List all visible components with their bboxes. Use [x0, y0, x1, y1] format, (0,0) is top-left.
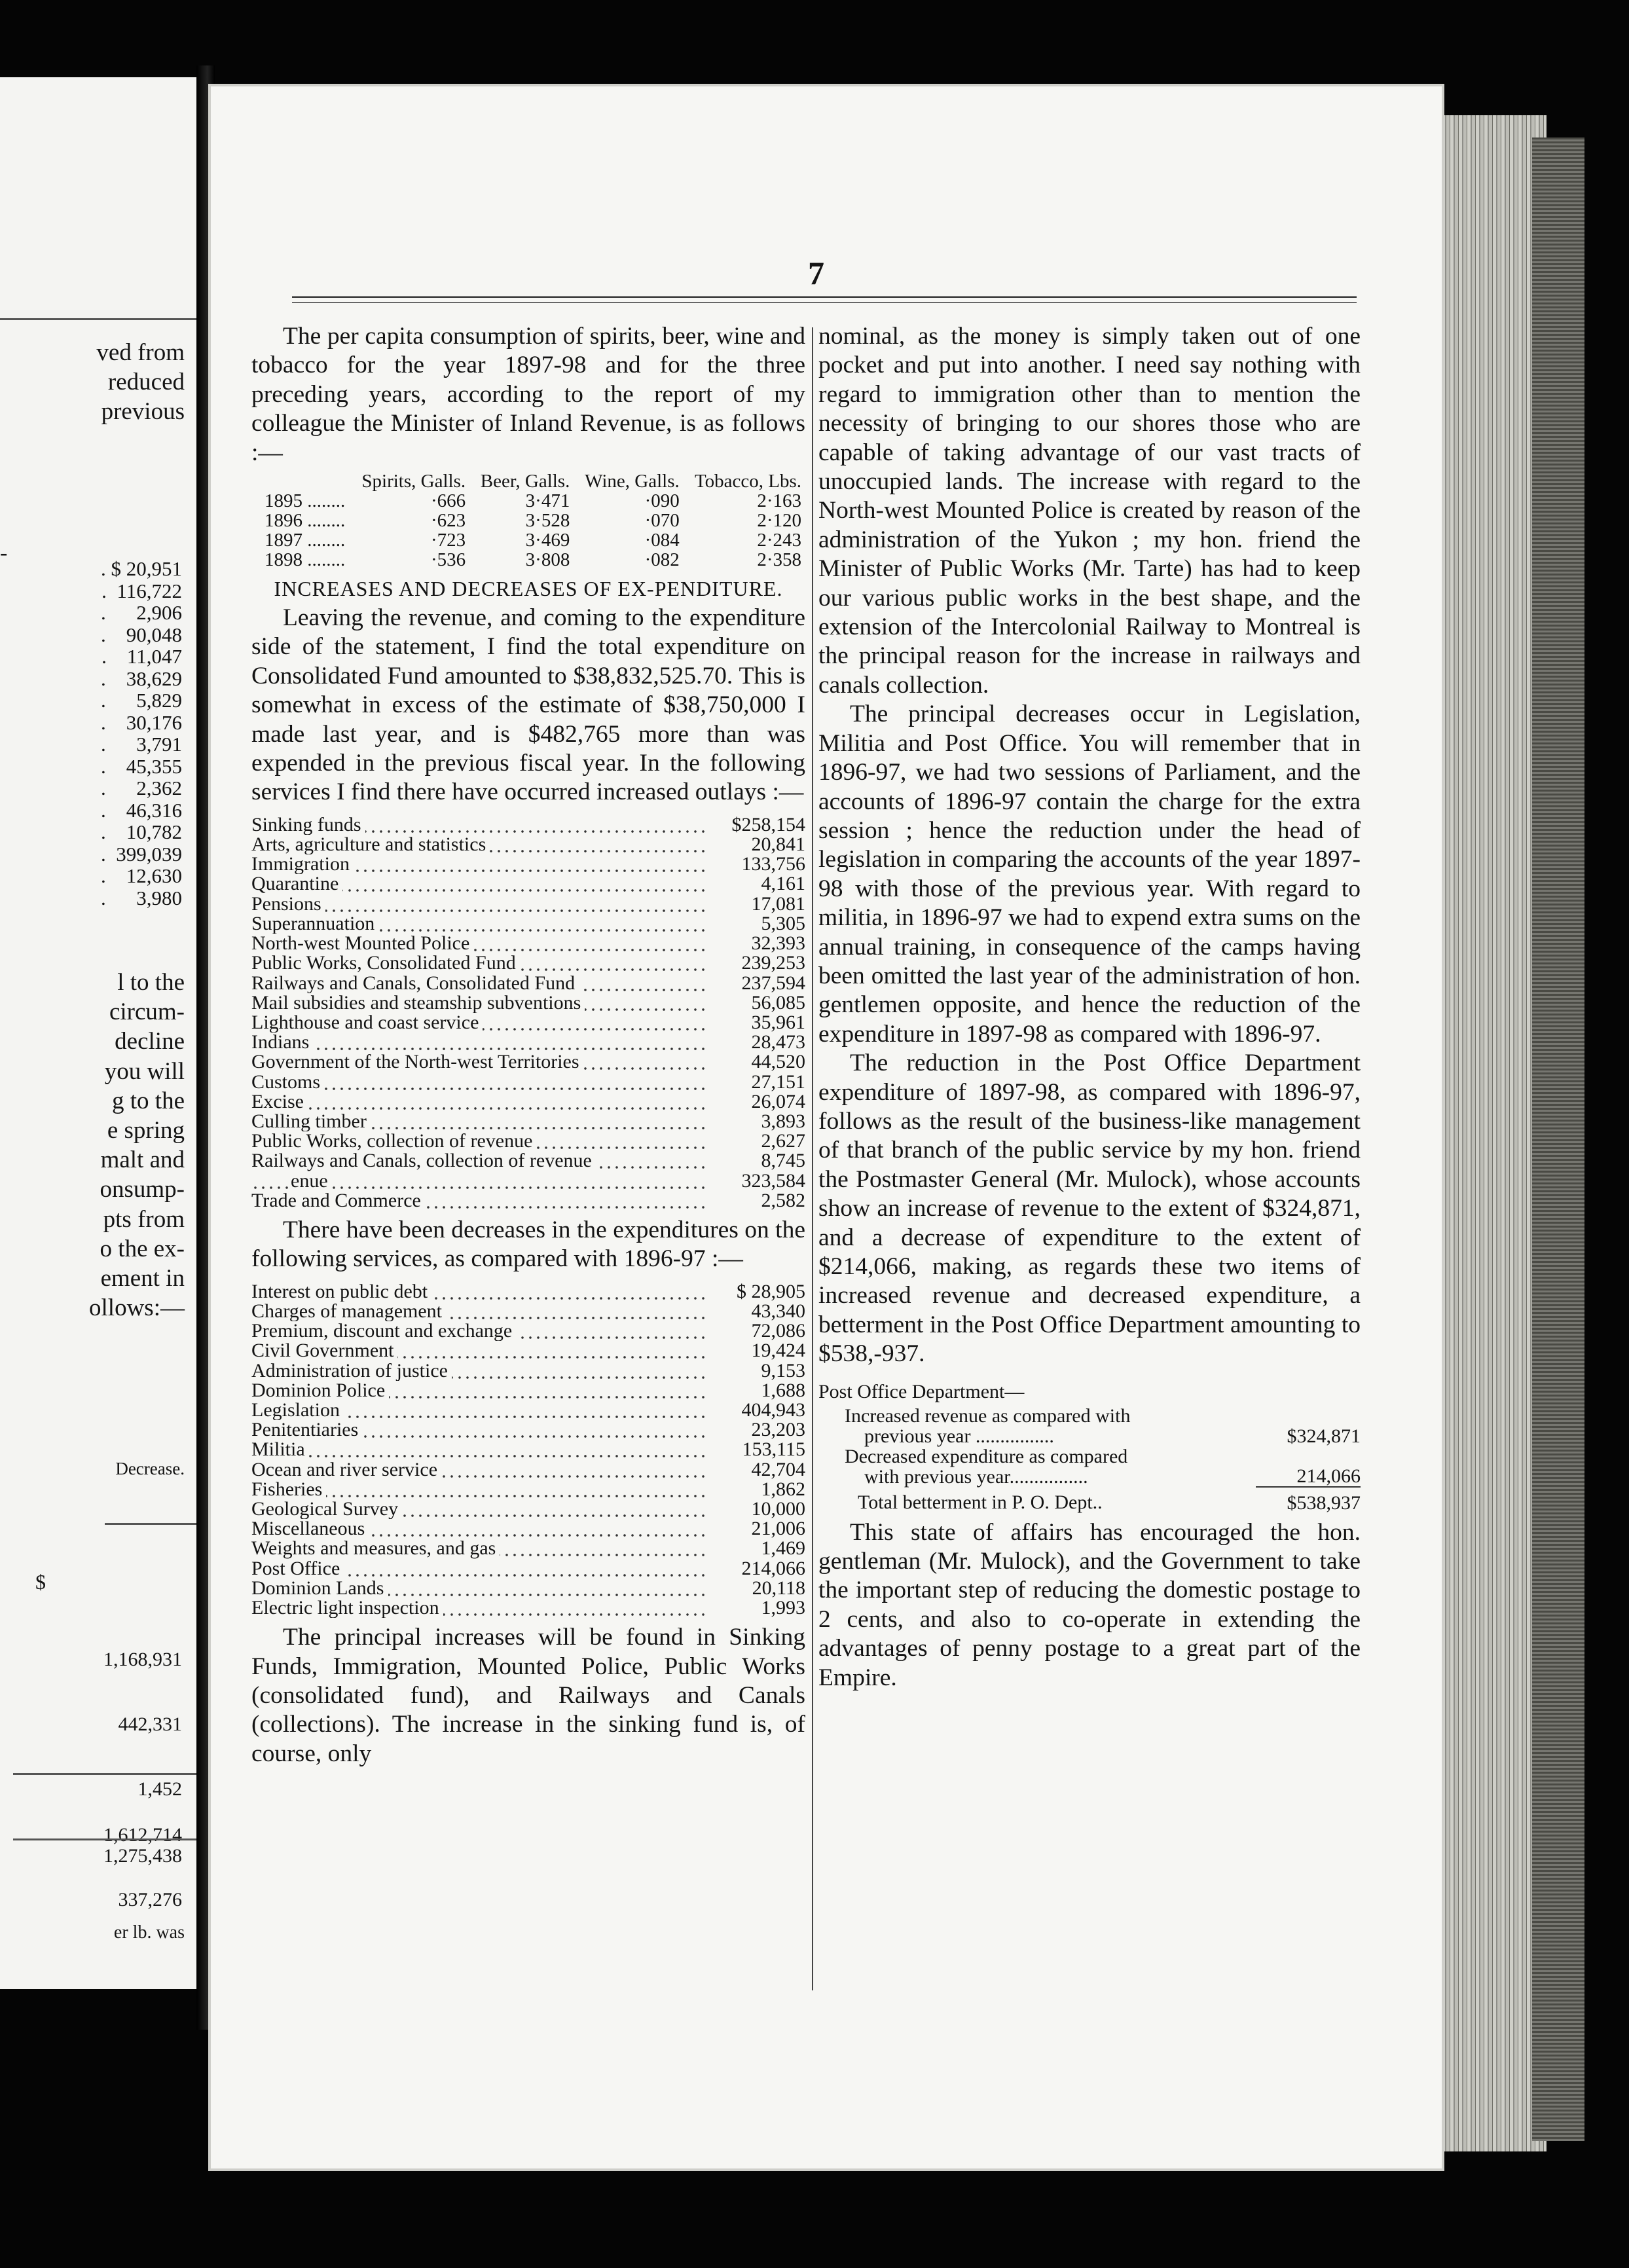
ledger-amount: 2,582 — [761, 1189, 805, 1211]
ledger-amount: 1,688 — [761, 1379, 805, 1401]
ledger-amount: 323,584 — [741, 1169, 805, 1192]
table-row — [251, 1321, 805, 1341]
table-cell: 2·358 — [757, 549, 801, 571]
ledger-amount: 32,393 — [751, 932, 805, 955]
consumption-intro-paragraph: The per capita consumption of spirits, beer, wine and tobacco for the year 1897-98 and for the three preceding years, according to the report of my colleague the Minister of Inland Revenue, is as follows :— — [251, 323, 805, 466]
facing-page-line: malt and — [100, 1146, 185, 1174]
table-row — [251, 1013, 805, 1033]
facing-page-line: ollows:— — [89, 1294, 185, 1322]
ledger-amount: 153,115 — [742, 1438, 805, 1461]
ledger-amount: 237,594 — [741, 972, 805, 994]
facing-page-figure: . 46,316 — [101, 798, 182, 822]
table-cell: ·723 — [430, 530, 466, 551]
facing-page-line: onsump- — [100, 1176, 185, 1203]
ledger-label: enue — [291, 1171, 332, 1191]
table-cell: ·084 — [644, 530, 680, 551]
table-row — [251, 1072, 805, 1092]
table-cell: ·082 — [644, 549, 680, 571]
ledger-amount: 404,943 — [741, 1399, 805, 1421]
ledger-label: Dominion Lands — [251, 1579, 388, 1598]
ledger-label: Indians — [251, 1033, 313, 1052]
ledger-amount: 35,961 — [751, 1011, 805, 1033]
table-cell: 3·471 — [525, 490, 570, 512]
table-cell: 2·243 — [757, 530, 801, 551]
facing-page-line: ement in — [100, 1265, 185, 1292]
ledger-label: Trade and Commerce — [251, 1191, 425, 1211]
decreases-intro-paragraph: There have been decreases in the expenditures on the following services, as compared with 1896-97 :— — [251, 1216, 805, 1273]
facing-page-figure: . 116,722 — [101, 579, 182, 602]
ledger-label: Ocean and river service — [251, 1460, 441, 1480]
ledger-label: Pensions — [251, 894, 325, 914]
ledger-label: Quarantine — [251, 874, 342, 894]
ledger-label: Interest on public debt — [251, 1282, 431, 1302]
table-row — [251, 1499, 805, 1519]
ledger-amount: 19,424 — [751, 1340, 805, 1362]
facing-page-figure: . 30,176 — [101, 710, 182, 734]
facing-page-figure: . 2,362 — [101, 777, 182, 799]
table-row — [251, 1282, 805, 1302]
table-row — [251, 1052, 805, 1072]
facing-page-rule-4 — [13, 1838, 196, 1840]
left-column — [251, 322, 805, 1768]
expenditure-paragraph: Leaving the revenue, and coming to the expenditure side of the statement, I find the total expenditure on Consolidated Fund amounted to $38,832,525.70. This is somewhat in excess of the estimate of $38,750,000 I made last year, and is $482,765 more than was expended in the previous fiscal year. In the following services I find there have occurred increased outlays :— — [251, 604, 805, 806]
ledger-label: Fisheries — [251, 1480, 326, 1499]
ledger-label: Lighthouse and coast service — [251, 1013, 483, 1033]
facing-page-line: g to the — [112, 1087, 185, 1114]
table-row — [265, 550, 801, 570]
facing-page-figures — [101, 558, 182, 909]
facing-page-rule-3 — [13, 1773, 196, 1775]
ledger-amount: 21,006 — [751, 1518, 805, 1540]
facing-page-figure: . $ 20,951 — [101, 557, 182, 580]
post-office-heading: Post Office Department— — [818, 1380, 1025, 1402]
ledger-label: Electric light inspection — [251, 1598, 443, 1618]
ledger-label: Government of the North-west Territories — [251, 1052, 583, 1072]
ledger-amount: 44,520 — [751, 1051, 805, 1073]
facing-page-figure: . 45,355 — [101, 754, 182, 778]
table-row — [251, 1480, 805, 1499]
post-office-table — [818, 1406, 1361, 1513]
facing-page-line: circum- — [109, 998, 185, 1026]
table-row — [251, 934, 805, 953]
table-row — [265, 491, 801, 511]
table-cell: ·666 — [430, 490, 466, 512]
table-row — [251, 1092, 805, 1112]
facing-page-line: decline — [115, 1028, 185, 1055]
ledger-amount: 2,627 — [761, 1130, 805, 1152]
ledger-amount: 43,340 — [751, 1300, 805, 1322]
decreases-table — [251, 1282, 805, 1618]
table-row — [251, 1559, 805, 1579]
principal-decreases-paragraph: The principal decreases occur in Legislation, Militia and Post Office. You will remember that in 1896-97, we had two sessions of Parliament, and the accounts of 1896-97 contain the charge for the extra session ; hence the reduction under the head of legislation in comparing the accounts of the year 1897-98 with those of the previous year. With regard to militia, in 1896-97 we had to expend extra sums on the annual training, in consequence of the camps having been omitted the last year of the administration of hon. gentlemen opposite, and hence the reduction of the expenditure in 1897-98 as compared with 1896-97. — [818, 701, 1361, 1048]
table-row — [251, 1519, 805, 1539]
facing-page-figure-c: 1,275,438 — [103, 1845, 182, 1867]
principal-increases-paragraph: The principal increases will be found in Sinking Funds, Immigration, Mounted Police, Public Works (consolidated fund), and Railways and Canals (collections). The increase in the sinking fund is, of course, only — [251, 1624, 805, 1767]
ledger-label: Legislation — [251, 1400, 344, 1420]
ledger-label: Mail subsidies and steamship subventions — [251, 993, 585, 1013]
facing-page-figure: . 11,047 — [101, 645, 182, 668]
column-divider — [812, 327, 813, 1990]
ledger-amount: 9,153 — [761, 1359, 805, 1381]
facing-page-figure: . 5,829 — [101, 689, 182, 712]
ledger-amount: 1,862 — [761, 1478, 805, 1500]
table-row — [251, 1033, 805, 1052]
ledger-amount: 26,074 — [751, 1090, 805, 1112]
ledger-amount: 23,203 — [751, 1419, 805, 1441]
ledger-amount: 72,086 — [751, 1320, 805, 1342]
ledger-amount: 27,151 — [751, 1070, 805, 1093]
increases-table — [251, 815, 805, 1211]
table-row — [251, 1420, 805, 1440]
ledger-amount: 20,841 — [751, 833, 805, 856]
ledger-amount: 8,745 — [761, 1150, 805, 1172]
table-row — [251, 1191, 805, 1211]
table-row: Increased revenue as compared with previous year ................ $324,871 — [845, 1404, 1361, 1447]
table-row — [251, 1361, 805, 1381]
table-cell: ·090 — [644, 490, 680, 512]
facing-page-line: o the ex- — [100, 1235, 185, 1262]
facing-page-figure: . 10,782 — [101, 820, 182, 843]
table-row — [251, 1539, 805, 1558]
table-row — [251, 1460, 805, 1480]
year-cell: 1898 ........ — [265, 549, 346, 571]
ledger-label: Dominion Police — [251, 1381, 389, 1400]
table-cell: ·070 — [644, 510, 680, 532]
nominal-paragraph: nominal, as the money is simply taken out of one pocket and put into another. I need say nothing with regard to immigration other than to mention the necessity of bringing to our shores those who are capable of taking advantage of our vast tracts of unoccupied lands. The increase with regard to the North-west Mounted Police is created by reason of the administration of the Yukon ; my hon. friend the Minister of Public Works (Mr. Tarte) has had to keep our various public works in the best shape, and the extension of the Intercolonial Railway to Montreal is the principal reason for the increase in railways and canals collection. — [818, 323, 1361, 699]
ledger-label: Premium, discount and exchange — [251, 1321, 516, 1341]
facing-page-dash: - — [0, 541, 8, 565]
facing-page-figure: . 3,791 — [101, 733, 182, 756]
facing-page-top-text: ved from reduced previous — [96, 339, 185, 425]
table-row — [265, 511, 801, 530]
table-cell: 2·163 — [757, 490, 801, 512]
table-row — [251, 1440, 805, 1459]
facing-page-line: you will — [104, 1057, 185, 1085]
page-edges — [1442, 115, 1547, 2151]
facing-page-dollar: $ — [35, 1570, 46, 1594]
post-office-total-row: Total betterment in P. O. Dept.. $538,937 — [818, 1487, 1361, 1513]
table-row: Decreased expenditure as compared with previous year................ 214,066 — [845, 1445, 1361, 1488]
ledger-label: Administration of justice — [251, 1361, 452, 1381]
facing-page-rule — [0, 318, 196, 320]
ledger-label: Immigration — [251, 854, 354, 874]
header-rule — [292, 296, 1357, 303]
table-row — [251, 874, 805, 894]
ledger-label: Superannuation — [251, 914, 378, 934]
facing-page-figure: . 3,980 — [101, 886, 182, 909]
table-row — [251, 1579, 805, 1598]
facing-page-figures-b: 1,612,714 337,276 — [103, 1824, 182, 1911]
ledger-label: Sinking funds — [251, 815, 365, 835]
ledger-label: Militia — [251, 1440, 309, 1459]
ledger-label: Weights and measures, and gas — [251, 1539, 500, 1558]
ledger-amount: 20,118 — [752, 1577, 805, 1599]
facing-page-figure: . 399,039 — [101, 842, 182, 866]
facing-page-line: e spring — [107, 1117, 185, 1144]
facing-page-mid-text — [89, 968, 185, 1323]
year-cell: 1897 ........ — [265, 530, 346, 551]
table-row — [251, 894, 805, 914]
table-row — [251, 815, 805, 835]
ledger-label: North-west Mounted Police — [251, 934, 473, 953]
ledger-amount: 3,893 — [761, 1110, 805, 1132]
facing-page-bottom-text: er lb. was — [113, 1922, 185, 1943]
table-row — [251, 1131, 805, 1151]
ledger-label: Civil Government — [251, 1341, 397, 1361]
table-row — [251, 1112, 805, 1131]
ledger-label: Geological Survey — [251, 1499, 402, 1519]
ledger-label: Miscellaneous — [251, 1519, 369, 1539]
ledger-amount: 56,085 — [751, 991, 805, 1014]
ledger-amount: $258,154 — [731, 813, 805, 835]
ledger-amount: 28,473 — [751, 1031, 805, 1053]
ledger-label: Railways and Canals, collection of revenue — [251, 1151, 596, 1171]
table-cell: 3·528 — [525, 510, 570, 532]
ledger-label: Post Office — [251, 1559, 344, 1579]
ledger-amount: 17,081 — [751, 892, 805, 915]
facing-page-rule-2 — [105, 1523, 196, 1525]
ledger-label: Public Works, collection of revenue — [251, 1131, 536, 1151]
facing-page-line: l to the — [117, 969, 185, 996]
table-row — [251, 974, 805, 993]
facing-page-figure: . 38,629 — [101, 667, 182, 690]
ledger-amount: 214,066 — [741, 1557, 805, 1579]
facing-page — [0, 77, 200, 1989]
ledger-amount: 5,305 — [761, 912, 805, 934]
year-cell: 1895 ........ — [265, 490, 346, 512]
consumption-table-header: Spirits, Galls. Beer, Galls. Wine, Galls. Tobacco, Lbs. — [361, 471, 801, 492]
right-column — [818, 322, 1361, 1692]
ledger-label: Penitentiaries — [251, 1420, 362, 1440]
table-row — [251, 1400, 805, 1420]
ledger-label: Charges of management — [251, 1302, 446, 1321]
facing-page-figure: . 2,906 — [101, 601, 182, 624]
facing-page-figure: . 90,048 — [101, 623, 182, 646]
table-cell: 3·808 — [525, 549, 570, 571]
table-row — [251, 1171, 805, 1191]
table-row — [251, 1151, 805, 1171]
ledger-amount: 133,756 — [741, 853, 805, 875]
table-row — [251, 1302, 805, 1321]
table-row — [251, 953, 805, 973]
table-row — [251, 1598, 805, 1618]
ledger-amount: $ 28,905 — [737, 1280, 805, 1302]
ledger-amount: 42,704 — [751, 1458, 805, 1480]
ledger-amount: 1,469 — [761, 1537, 805, 1560]
table-cell: 3·469 — [525, 530, 570, 551]
ledger-label: Culling timber — [251, 1112, 371, 1131]
table-row — [251, 1341, 805, 1361]
table-row — [251, 993, 805, 1013]
ledger-label: Public Works, Consolidated Fund — [251, 953, 520, 973]
table-row — [251, 1381, 805, 1400]
table-cell: ·536 — [430, 549, 466, 571]
table-row — [251, 854, 805, 874]
book-cover-edge — [1532, 137, 1584, 2141]
table-row — [251, 835, 805, 854]
ledger-amount: 239,253 — [741, 952, 805, 974]
ledger-amount: 1,993 — [761, 1597, 805, 1619]
ledger-amount: 4,161 — [761, 873, 805, 895]
facing-page-line: pts from — [103, 1205, 185, 1233]
section-heading: INCREASES AND DECREASES OF EX-PENDITURE. — [274, 577, 783, 601]
facing-page-figure: . 12,630 — [101, 864, 182, 887]
ledger-amount: 10,000 — [751, 1497, 805, 1520]
facing-page-decrease-label: Decrease. — [115, 1459, 185, 1478]
facing-page-figures-a: 1,168,931 442,331 1,452 — [103, 1649, 182, 1800]
consumption-table — [265, 471, 801, 570]
post-office-paragraph: The reduction in the Post Office Department expenditure of 1897-98, as compared with 1896-97, follows as the result of the business-like management of that branch of the public service by my hon. friend the Postmaster General (Mr. Mulock), whose accounts show an increase of revenue to the extent of $324,871, and a decrease of expenditure to the extent of $214,066, making, as regards these two items of increased revenue and decreased expenditure, a betterment in the Post Office Department amounting to $538,-937. — [818, 1050, 1361, 1368]
ledger-label: Arts, agriculture and statistics — [251, 835, 490, 854]
ledger-label: Customs — [251, 1072, 324, 1092]
table-cell: 2·120 — [757, 510, 801, 532]
final-paragraph: This state of affairs has encouraged the hon. gentleman (Mr. Mulock), and the Government to take the important step of reducing the domestic postage to 2 cents, and also to co-operate in extending the advantages of penny postage to a great part of the Empire. — [818, 1518, 1361, 1691]
year-cell: 1896 ........ — [265, 510, 346, 532]
table-cell: ·623 — [430, 510, 466, 532]
table-row — [265, 530, 801, 550]
table-row — [251, 914, 805, 934]
ledger-label: Excise — [251, 1092, 308, 1112]
page-number: 7 — [808, 255, 824, 291]
ledger-label: Railways and Canals, Consolidated Fund — [251, 974, 579, 993]
